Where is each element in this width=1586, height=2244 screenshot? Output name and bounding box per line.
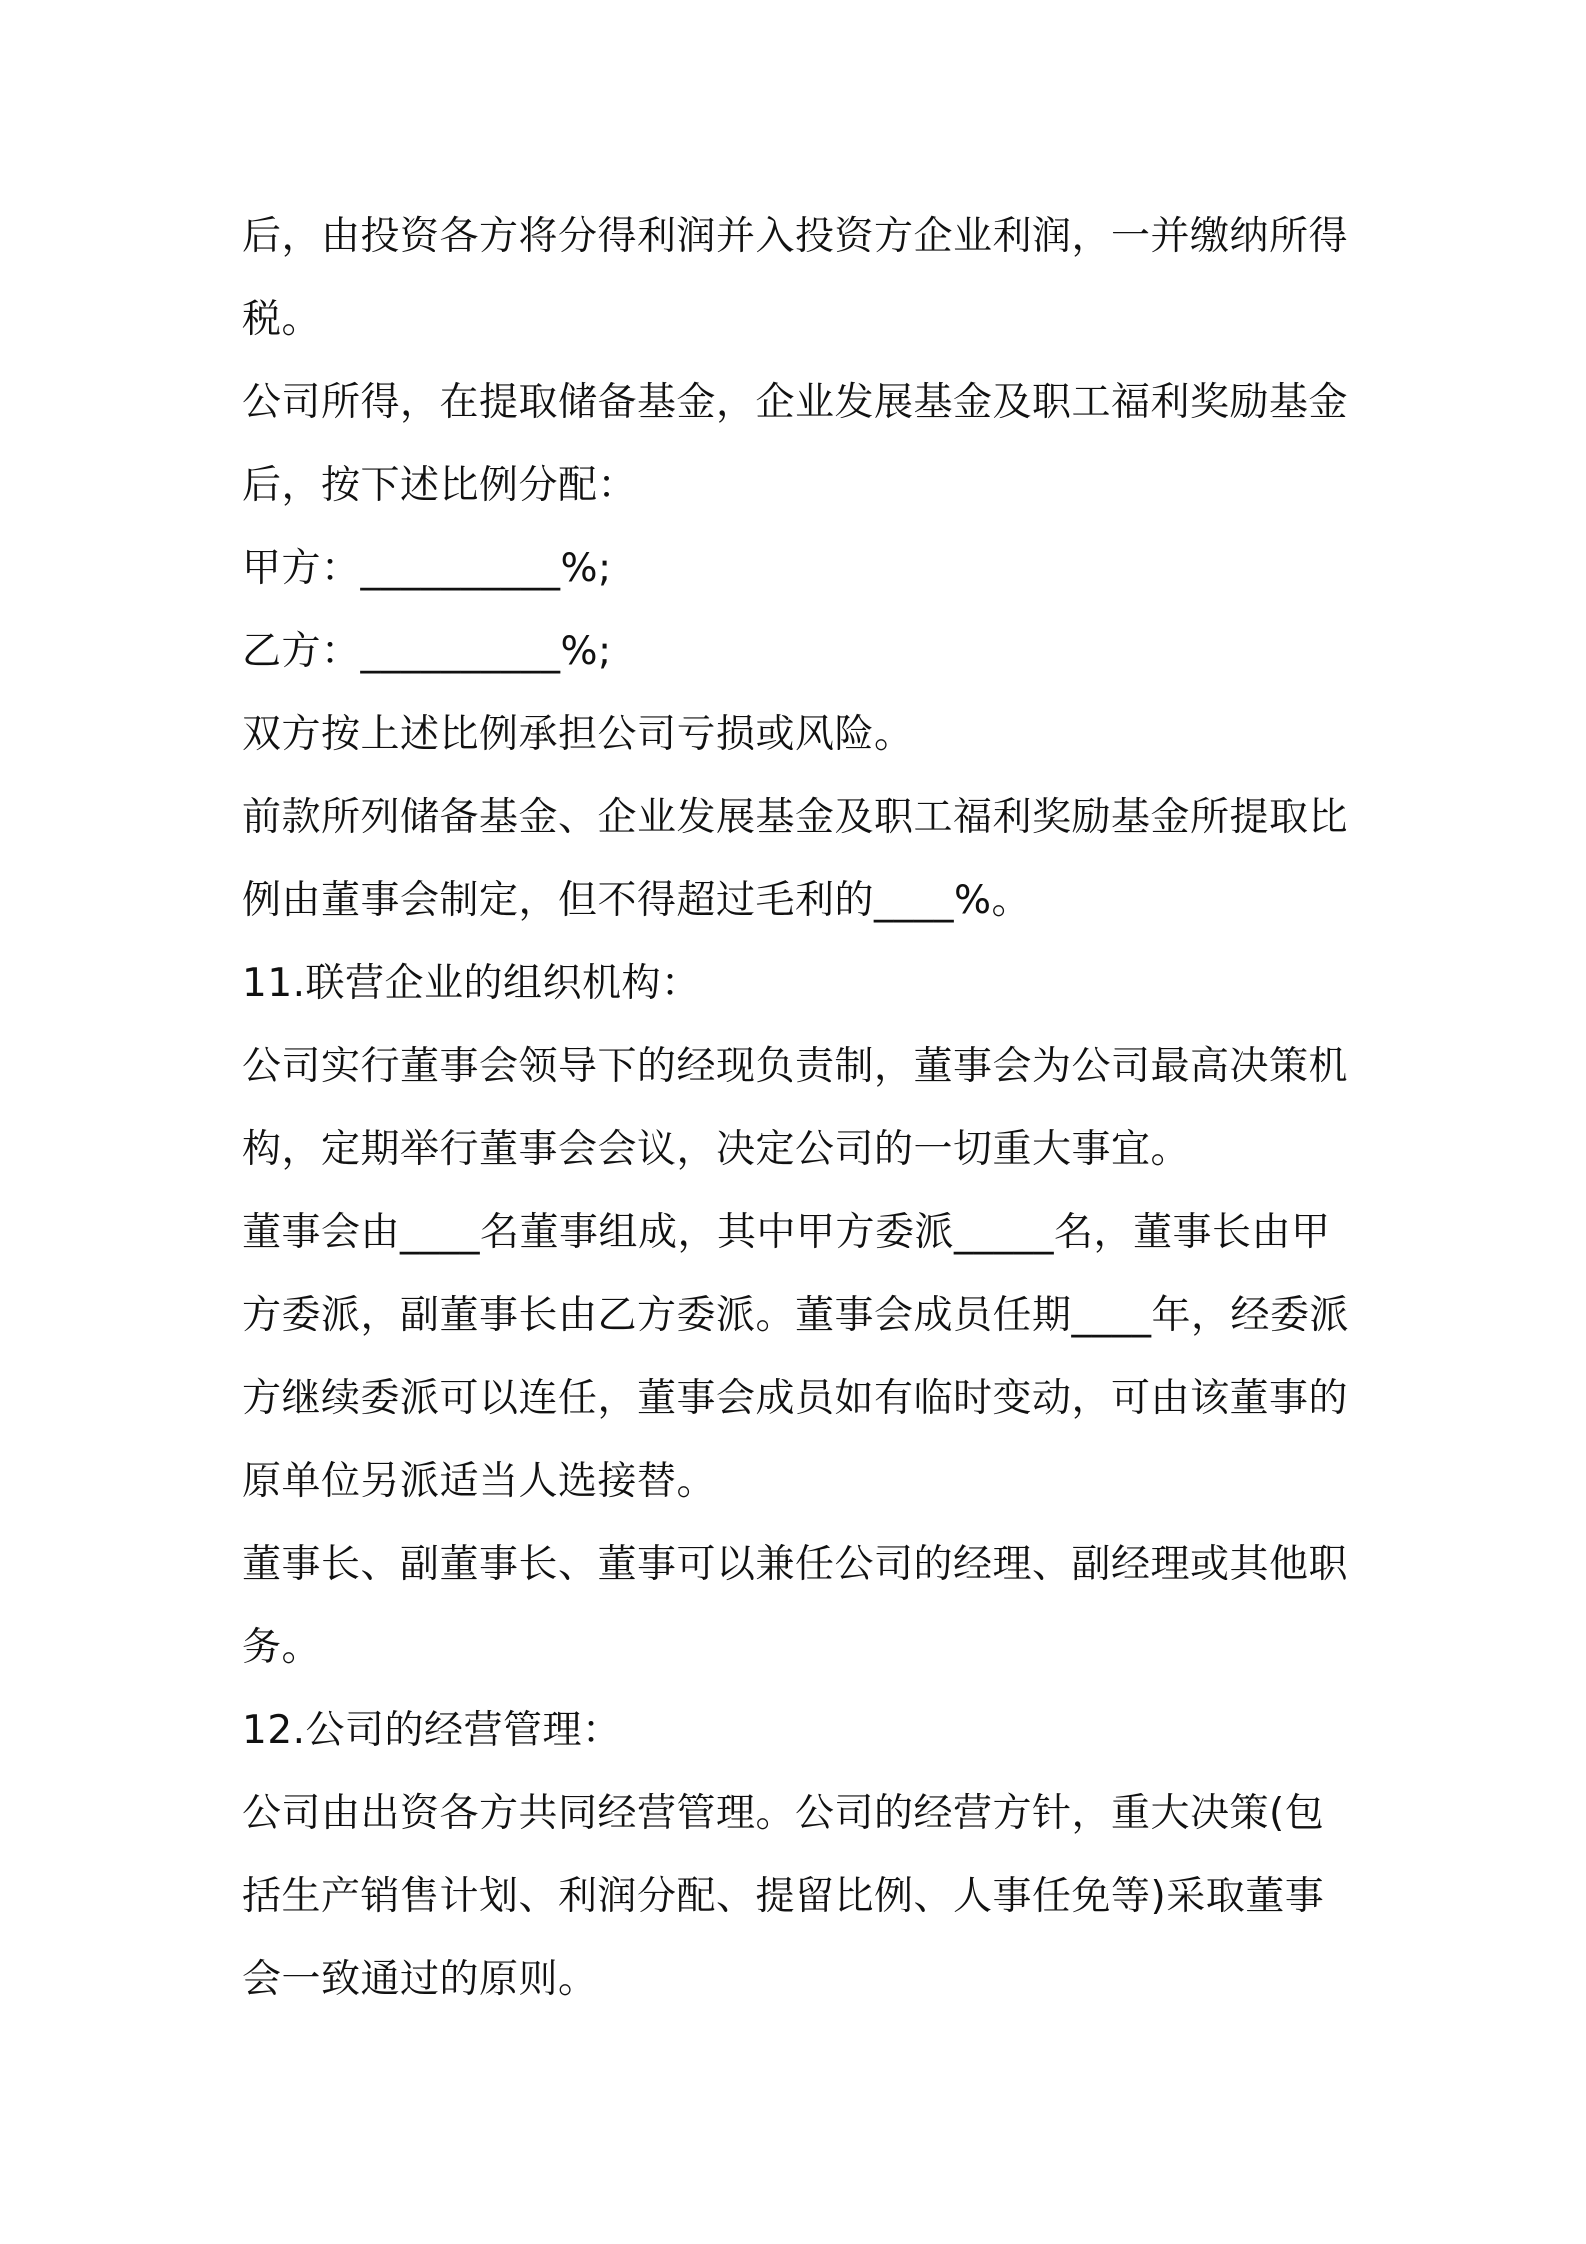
paragraph-board-system: 公司实行董事会领导下的经现负责制，董事会为公司最高决策机构，定期举行董事会会议，决定公司的一切重大事宜。: [242, 1044, 1349, 1172]
paragraph-party-a-ratio: 甲方：__________%;: [242, 546, 612, 591]
paragraph-joint-management: 公司由出资各方共同经营管理。公司的经营方针，重大决策(包括生产销售计划、利润分配、提留比例、人事任免等)采取董事会一致通过的原则。: [242, 1791, 1325, 2002]
paragraph-fund-ratio: 前款所列储备基金、企业发展基金及职工福利奖励基金所提取比例由董事会制定，但不得超过毛利的____%。: [242, 795, 1349, 923]
paragraph-profit-distribution: 公司所得，在提取储备基金，企业发展基金及职工福利奖励基金后，按下述比例分配：: [242, 380, 1349, 508]
paragraph-party-b-ratio: 乙方：__________%;: [242, 629, 612, 674]
paragraph-income-tax: 后，由投资各方将分得利润并入投资方企业利润，一并缴纳所得税。: [242, 214, 1349, 342]
paragraph-loss-sharing: 双方按上述比例承担公司亏损或风险。: [242, 712, 914, 757]
paragraph-board-composition: 董事会由____名董事组成，其中甲方委派_____名，董事长由甲方委派，副董事长由乙方委派。董事会成员任期____年，经委派方继续委派可以连任，董事会成员如有临时变动，可由该董事的原单位另派适当人选接替。: [242, 1210, 1350, 1504]
document-body: [242, 195, 1362, 2021]
paragraph-concurrent-posts: 董事长、副董事长、董事可以兼任公司的经理、副经理或其他职务。: [242, 1542, 1349, 1670]
section-heading-management: 12.公司的经营管理：: [242, 1708, 622, 1753]
section-heading-organization: 11.联营企业的组织机构：: [242, 961, 701, 1006]
